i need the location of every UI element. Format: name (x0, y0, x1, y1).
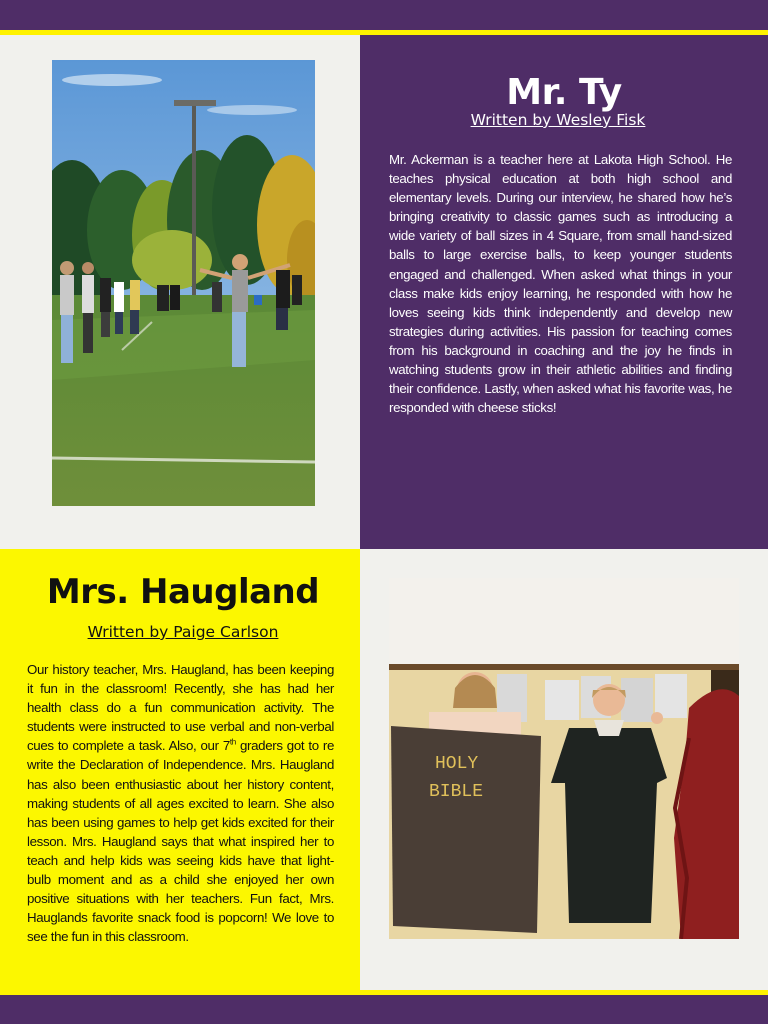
classroom-costume-photo (389, 578, 739, 939)
holy-bible-sign-line1: HOLY (435, 754, 479, 774)
field-activity-photo (52, 60, 315, 506)
mr-ty-article-text: Mr. Ackerman is a teacher here at Lakota High School. He teaches physical education at both high school and elementary levels. During our interview, he shared how he’s bringing creativity to classic games such as introducing a wide variety of ball sizes in 4 Square, from small hand-sized balls to large exercise balls, to keep younger students engaged and challenged. When asked what things in your class make kids enjoy learning, he responded with how he loves seeing kids think independently and develop new strategies during activities. His passion for teaching comes from his background in coaching and the joy he finds in watching students grow in their athletic abilities and finding their confidence. Lastly, when asked what his favorite was, he responded with cheese sticks! (389, 152, 732, 416)
holy-bible-sign-line2: BIBLE (429, 782, 484, 802)
mrs-haugland-article-text (27, 660, 334, 946)
mr-ty-title: Mr. Ty (506, 72, 622, 113)
ordinal-suffix: th (229, 737, 236, 747)
footer-bar (0, 995, 768, 1024)
article-text-part2: graders got to re write the Declaration of Independence. Mrs. Haugland has also been enthusiastic about her history content, making students of all ages excited to learn. She also has been using games to help get kids excited for their lesson. Mrs. Haugland says that what inspired her to teach and help kids was seeing kids have that light-bulb moment and as a child she enjoyed her own positive situations with her teachers. Fun fact, Mrs. Hauglands favorite snack food is popcorn! We love to see the fun in this classroom. (27, 738, 334, 945)
mrs-haugland-byline: Written by Paige Carlson (87, 623, 279, 641)
article-text-part1: Our history teacher, Mrs. Haugland, has been keeping it fun in the classroom! Recently, she has had her health class do a fun communication activity. The students were instructed to use verbal and non-verbal cues to complete a task. Also, our 7 (27, 662, 334, 754)
mr-ty-byline: Written by Wesley Fisk (470, 111, 646, 129)
mrs-haugland-title: Mrs. Haugland (46, 572, 320, 612)
header-bar (0, 0, 768, 30)
